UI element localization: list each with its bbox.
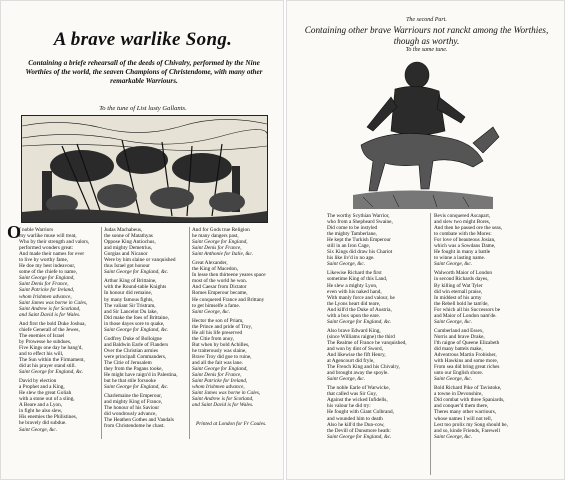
verse-line: and Maior of London nam'de. xyxy=(434,312,497,319)
verse-line: Were by him slaine or vanquished xyxy=(104,257,176,264)
verse-line: his valour he did try: xyxy=(327,403,371,410)
verse-line: a Prophet and a King, xyxy=(19,384,65,391)
verse-line: And then he passed ore the seas, xyxy=(434,225,503,232)
right-page xyxy=(286,0,565,480)
verse-line: Saint George for England, &c. xyxy=(327,318,392,325)
verse-line: Saint George for England, xyxy=(19,275,75,282)
verse-line: Bevis conquered Ascapart, xyxy=(434,213,491,219)
verse-line: He conquered France and Brittany xyxy=(192,296,265,303)
horseman-woodcut-image xyxy=(333,57,503,209)
verse-line: the Rebell bold he tam'de, xyxy=(434,300,489,307)
verse-line: at Agencourt did fryle, xyxy=(327,358,375,365)
verse-column-1 xyxy=(19,227,89,433)
verse-line: still in an Iron Cage, xyxy=(327,243,371,250)
verse-line: the Lyons heart did teare, xyxy=(327,300,381,307)
verse-line: He might have raign'd in Palestina, xyxy=(104,372,178,379)
verse-line: Saint James was borne in Cales, xyxy=(19,299,88,306)
verse-column-right xyxy=(434,213,508,440)
verse-line: even with his naked hand, xyxy=(327,288,382,295)
verse-line: A Beare and a Lyon, xyxy=(19,402,63,409)
verse-line: which was a Sowdans Dame, xyxy=(434,243,496,250)
verse-line: the Citie from anoy, xyxy=(192,335,234,342)
verse-line: in second Richards dayes, xyxy=(434,276,489,283)
verse-line: For which all his Successors be xyxy=(434,306,501,313)
verse-line: Saint George for England, &c. xyxy=(104,384,169,391)
verse-line: he traiterously was slaine, xyxy=(192,347,247,354)
verse-line: The noble Earle of Warwicke, xyxy=(327,385,390,392)
verse-line: to get himselfe a fame. xyxy=(192,302,240,309)
verse-line: Saint George for England, xyxy=(192,239,248,246)
verse-line: With manly force and valour, he xyxy=(327,294,395,301)
verse-line: Saint Patricke for Ireland, xyxy=(19,287,75,294)
verse-line: and Saint David is for Wales. xyxy=(19,311,81,318)
verse-line: Lest too prolix my Song should be, xyxy=(434,421,508,428)
verse-line: performed wonders great: xyxy=(19,245,74,252)
battle-woodcut-image xyxy=(21,115,268,223)
verse-line: And made their names for ever xyxy=(19,251,85,258)
verse-line: Did combat with three Spaniards, xyxy=(434,397,505,404)
verse-line: whom Irishmen advance, xyxy=(19,293,72,300)
verse-line: my warlike muse will treat, xyxy=(19,233,77,240)
verse-line: by Prowesse he subdues, xyxy=(19,338,72,345)
verse-line: and slew two might Bores, xyxy=(434,219,491,226)
verse-line: He all his life preserved xyxy=(192,329,243,336)
verse-line: (since Williams raigne) the third xyxy=(327,333,395,340)
verse-line: The Sun within the Firmament, xyxy=(19,356,85,363)
verse-line: Saint James was borne in Cales, xyxy=(192,390,261,397)
verse-line: The honour of his Saviour xyxy=(104,405,160,412)
verse-line: The enemies of Israel xyxy=(19,332,65,339)
verse-line: Saint Andrew is for Scotland, xyxy=(19,305,81,312)
verse-line: The Citie of Jerusalem xyxy=(104,359,152,366)
verse-line: Saint George for England, &c. xyxy=(104,269,169,276)
verse-line: Did make the foes of Brittaine, xyxy=(104,314,170,321)
verse-line: he many dangers past, xyxy=(192,233,239,240)
verse-line: In middest of his army xyxy=(434,294,482,301)
verse-line: Saint George, &c. xyxy=(192,308,231,315)
verse-line: By killing of Wat Tyler xyxy=(434,282,483,289)
verse-line: Saint Andrew is for Scotland, xyxy=(192,396,254,403)
verse-line: in those dayes sore to quake, xyxy=(104,320,165,327)
verse-line: He doe my best indeavour, xyxy=(19,263,76,270)
verse-line: his like liv'd in no age. xyxy=(327,255,375,262)
verse-line: that called was Sir Guy, xyxy=(327,391,377,398)
verse-line: And for Gods true Religion xyxy=(192,227,250,233)
verse-line: Saint George, &c. xyxy=(434,433,473,440)
verse-line: Adventrous Martin Frobisher, xyxy=(434,352,497,359)
verse-line: Saint Patricke for Ireland, xyxy=(192,378,248,385)
verse-line: some of the chiefe to name, xyxy=(19,269,78,276)
verse-line: Saint George, &c. xyxy=(19,426,58,433)
verse-line: with a stone out of a sling, xyxy=(19,396,75,403)
verse-line: he bravely did subdue. xyxy=(19,420,67,427)
verse-line: He kept the Turkish Emperour xyxy=(327,237,391,244)
verse-line: Likewise Richard the first xyxy=(327,270,382,277)
verse-line: and Sir Lancelot Du lake, xyxy=(104,308,158,315)
verse-line: who from a Shepheard Swaine, xyxy=(327,219,393,226)
printer-imprint: Printed at London for Fr Coules. xyxy=(196,421,267,427)
verse-line: but he that stile forsooke xyxy=(104,378,156,385)
verse-line: and Baldwin Earle of Flanders xyxy=(104,341,169,348)
verse-line: Five Kings one day he hang'd, xyxy=(19,344,83,351)
verse-line: Great Alexander, xyxy=(192,260,228,267)
verse-line: Oppose King Antiochus, xyxy=(104,239,156,246)
verse-line: the Devill of Dunsmore heath: xyxy=(327,427,391,434)
verse-line: whose names I will not tell, xyxy=(434,415,493,422)
column-divider xyxy=(430,213,431,475)
verse-column-left xyxy=(327,213,407,440)
verse-line: unto our English shore. xyxy=(434,370,483,377)
verse-line: most of the world he won. xyxy=(192,278,248,285)
verse-line: in fight he also slew, xyxy=(19,408,63,415)
column-divider xyxy=(189,227,190,439)
verse-line: Saint George, &c. xyxy=(327,376,366,383)
column-divider xyxy=(101,227,102,439)
verse-line: and conquer'd them there, xyxy=(434,403,489,410)
verse-line: the sonne of Matathyas xyxy=(104,233,153,240)
verse-line: In honour did remaine, xyxy=(104,290,153,297)
verse-line: He fought in many a battle xyxy=(434,249,491,256)
verse-line: and mighty Demetrius, xyxy=(104,245,153,252)
verse-line: Norris and brave Drake, xyxy=(434,333,485,340)
second-part-title: Containing other brave Warriours not ranckt among the Worthies, though as worthy. xyxy=(304,25,549,46)
verse-line: were principall Commanders, xyxy=(104,353,167,360)
tune-line: To the same tune. xyxy=(405,47,448,53)
verse-line: David by election xyxy=(19,378,57,385)
verse-line: and brought away the spoyle. xyxy=(327,370,389,377)
verse-line: From sea did bring great riches xyxy=(434,364,500,371)
verse-line: and mighty King of France, xyxy=(104,399,163,406)
verse-line: And first the bold Duke Joshua, xyxy=(19,320,86,327)
verse-line: The Realme of France he vanquished, xyxy=(327,339,407,346)
verse-line: and Saint David is for Wales. xyxy=(192,402,254,409)
verse-line: f noble Warriors xyxy=(19,227,54,233)
verse-line: Brave Troy did goe to ruine, xyxy=(192,353,252,360)
verse-line: And kill'd the Duke of Austria, xyxy=(327,306,392,313)
verse-line: Judas Machabeus, xyxy=(104,227,143,233)
verse-line: Arthur King of Brittaine, xyxy=(104,278,157,285)
verse-line: Six Kings did draw his Chariot xyxy=(327,249,393,256)
verse-line: chiefe Generall of the Jewes, xyxy=(19,326,80,333)
verse-line: Saint Denis for France, xyxy=(192,245,242,252)
verse-column-2 xyxy=(104,227,178,430)
verse-line: did many battels make, xyxy=(434,345,483,352)
verse-line: Cumberland and Essex, xyxy=(434,327,484,334)
verse-line: Against the wicked Infidells, xyxy=(327,397,388,404)
ballad-title: A brave warlike Song. xyxy=(53,29,233,50)
verse-line: from Christendome he chast. xyxy=(104,423,165,430)
verse-line: to winne a lasting name. xyxy=(434,255,486,262)
verse-line: The worthy Scythian Warrior, xyxy=(327,213,390,219)
verse-line: Did come to be instyled xyxy=(327,225,378,232)
verse-line: whom Irishmen advance, xyxy=(192,384,245,391)
verse-line: Also brave Edward King, xyxy=(327,327,381,334)
verse-line: In lesse then thirteene yeares space xyxy=(192,272,266,279)
verse-line: sometime King of this Land, xyxy=(327,276,388,283)
verse-line: The Heathen Gothes and Vandals xyxy=(104,417,174,424)
verse-line: Saint Denis for France, xyxy=(19,281,69,288)
verse-line: Bold Richard Pike of Tavistoke, xyxy=(434,385,502,392)
verse-line: Hector the son of Priam, xyxy=(192,317,244,324)
verse-line: and won by dint of Sword, xyxy=(327,345,383,352)
verse-line: Saint George for England, xyxy=(192,366,248,373)
verse-line: And Caesar from Dictator xyxy=(192,284,247,291)
verse-line: they from the Pagans tooke, xyxy=(104,366,163,373)
verse-line: thus Israel got honour xyxy=(104,263,150,270)
verse-line: Walworth Maior of London xyxy=(434,270,493,277)
verse-line: Romes Emperour became, xyxy=(192,290,248,297)
verse-line: Saint George, &c. xyxy=(327,261,366,268)
part-label: The second Part. xyxy=(406,17,447,23)
verse-line: and to effect his will, xyxy=(19,350,64,357)
verse-line: and so, kinde Friends, Farewell xyxy=(434,427,500,434)
verse-line: and all the fait was lane. xyxy=(192,359,244,366)
verse-line: He slew a mighty Lyon, xyxy=(327,282,378,289)
verse-line: Over the Christian armies xyxy=(104,347,159,354)
verse-line: the King of Macedon, xyxy=(192,266,239,273)
verse-line: the Prince and pride of Troy, xyxy=(192,323,253,330)
verse-line: the mighty Tamberlane, xyxy=(327,231,377,238)
verse-line: His enemies the Philistines, xyxy=(19,414,78,421)
drop-cap-letter: O xyxy=(7,222,22,242)
verse-line: did wondrously advance, xyxy=(104,411,157,418)
verse-line: with the Round-table Knights xyxy=(104,284,167,291)
verse-line: But when by bold Achilles, xyxy=(192,341,250,348)
ballad-subtitle: Containing a briefe rehearsall of the deeds of Chivalry, performed by the Nine Worthies of the world, the seaven Champions of Christendome, with many other remarkable Warriours. xyxy=(25,59,263,85)
verse-line: with Hawkins and some more, xyxy=(434,358,499,365)
verse-line: Saint George for England, &c. xyxy=(327,433,392,440)
verse-line: He fought with Giant Colbrand, xyxy=(327,409,394,416)
verse-line: Saint George, &c. xyxy=(434,318,473,325)
verse-line: He slew the great Goliah xyxy=(19,390,72,397)
verse-line: And likewise the fift Henry, xyxy=(327,352,386,359)
verse-line: The French King and his Chivalry, xyxy=(327,364,400,371)
verse-line: did at his prayer stand still. xyxy=(19,363,76,370)
verse-line: and wounded him to death xyxy=(327,415,383,422)
verse-line: Saint George, &c. xyxy=(434,261,473,268)
verse-column-3 xyxy=(192,227,266,408)
verse-line: Charlemaine the Emperour, xyxy=(104,393,162,400)
verse-line: did win eternall praise, xyxy=(434,288,483,295)
verse-line: Saint George for England, &c. xyxy=(19,369,84,376)
verse-line: Gorgias and Nicanor xyxy=(104,251,148,258)
verse-line: a towne in Devonshire, xyxy=(434,391,483,398)
battle-woodcut-illustration xyxy=(22,116,267,222)
verse-line: Saint George, &c. xyxy=(434,376,473,383)
verse-line: by many famous fights, xyxy=(104,296,154,303)
verse-line: Saint Denis for France, xyxy=(192,372,242,379)
verse-line: Theres many other warriours, xyxy=(434,409,497,416)
verse-line: Saint Anthonie for Italie, &c. xyxy=(192,251,254,258)
verse-line: I'th raigne of Queene Elizabeth xyxy=(434,339,500,346)
verse-line: For love of beauteous Josian, xyxy=(434,237,496,244)
verse-line: The valiant Sir Tristram, xyxy=(104,302,156,309)
tune-line: To the tune of List lusty Gallants. xyxy=(99,105,187,112)
mounted-warrior-illustration xyxy=(333,57,503,209)
verse-line: Godfrey Duke of Bolloigne xyxy=(104,335,162,342)
verse-line: Saint George for England, &c. xyxy=(104,326,169,333)
verse-line: to live by worthy fame, xyxy=(19,257,69,264)
verse-line: to combate with the Mores: xyxy=(434,231,492,238)
verse-line: Also he kill'd the Dun-cow, xyxy=(327,421,385,428)
verse-line: with a box upon the eare. xyxy=(327,312,381,319)
verse-line: Who by their strength and valors, xyxy=(19,239,90,246)
